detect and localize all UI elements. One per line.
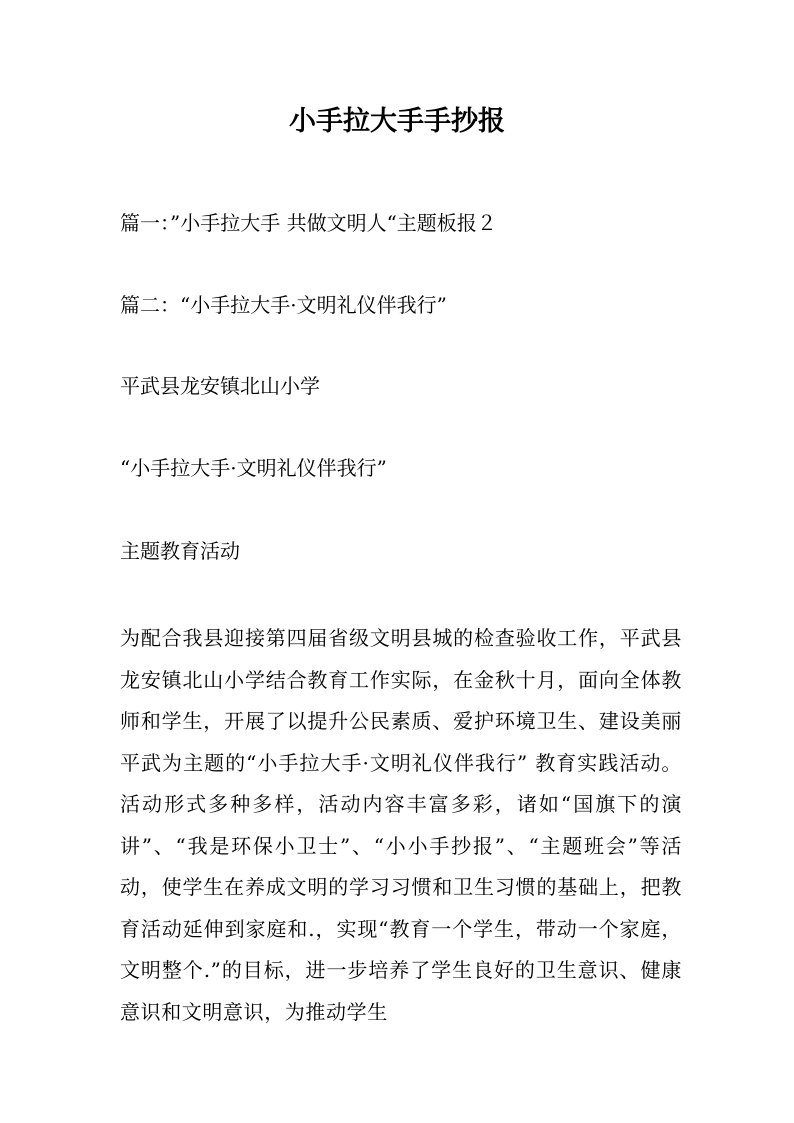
heading-part-one: 篇一：”小手拉大手 共做文明人“主题板报２ <box>120 211 497 235</box>
document-title: 小手拉大手手抄报 <box>289 106 505 137</box>
school-name: 平武县龙安镇北山小学 <box>120 374 320 398</box>
heading-part-two: 篇二：“小手拉大手·文明礼仪伴我行” <box>120 293 447 317</box>
activity-slogan: “小手拉大手·文明礼仪伴我行” <box>120 456 387 480</box>
activity-subtitle: 主题教育活动 <box>120 539 240 563</box>
body-paragraph: 为配合我县迎接第四届省级文明县城的检查验收工作，平武县龙安镇北山小学结合教育工作实际，在金秋十月，面向全体教师和学生，开展了以提升公民素质、爱护环境卫生、建设美丽平武为主题的“小手拉大手·文明礼仪伴我行” 教育实践活动。活动形式多种多样，活动内容丰富多彩，诸如“国旗下的演讲”、“我是环保小卫士”、“小小手抄报”、“主题班会”等活动，使学生在养成文明的学习习惯和卫生习惯的基础上，把教育活动延伸到家庭和.，实现“教育一个学生，带动一个家庭，文明整个.”的目标，进一步培养了学生良好的卫生意识、健康意识和文明意识，为推动学生 <box>120 626 682 1024</box>
